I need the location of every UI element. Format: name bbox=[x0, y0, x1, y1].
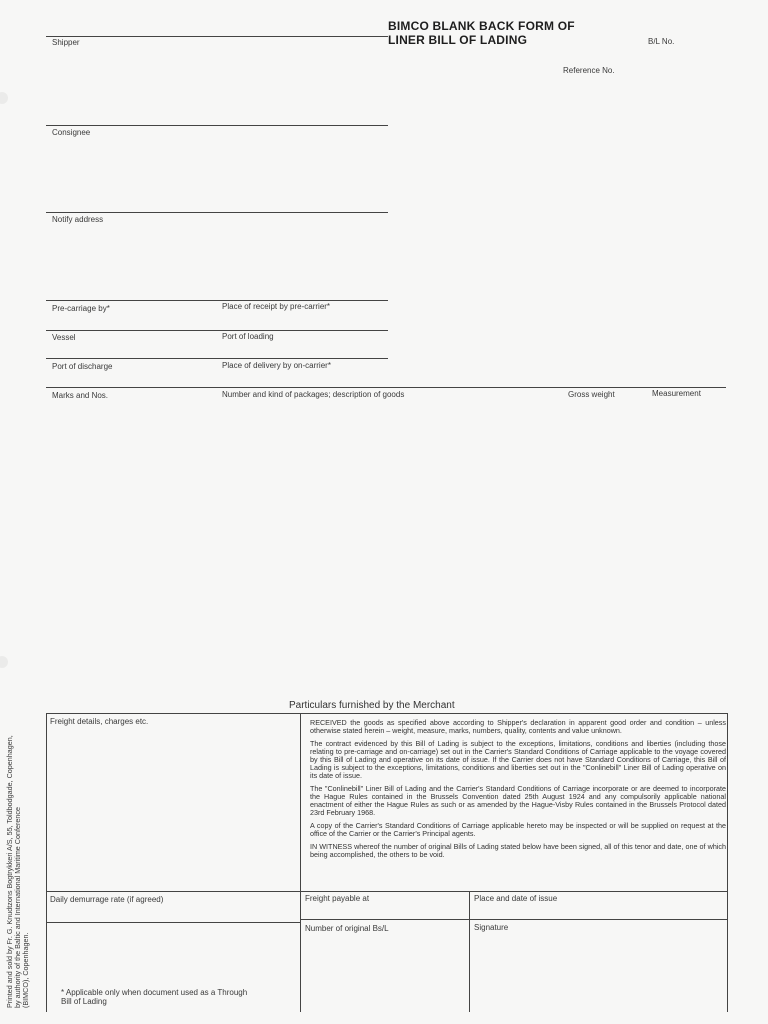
cargo-description-area[interactable] bbox=[46, 402, 726, 692]
signature-label: Signature bbox=[474, 923, 509, 932]
bottom-box-left bbox=[46, 713, 47, 1012]
place-date-issue-label: Place and date of issue bbox=[474, 894, 558, 903]
routing-rule-3 bbox=[46, 358, 388, 359]
imprint-line1: Printed and sold by Fr. G. Knudtzons Bogtrykkeri A/S, 55, Toldbodgade, Copenhagen, bbox=[5, 735, 14, 1008]
port-of-discharge-label: Port of discharge bbox=[52, 362, 113, 371]
issue-divider bbox=[469, 891, 470, 1012]
signature-field[interactable] bbox=[471, 934, 725, 1010]
demurrage-rule bbox=[46, 891, 727, 892]
footnote-rule bbox=[46, 922, 300, 923]
form-title-line1: BIMCO BLANK BACK FORM OF bbox=[388, 19, 575, 33]
freight-payable-label: Freight payable at bbox=[305, 894, 370, 903]
terms-received: RECEIVED the goods as specified above according to Shipper's declaration in apparent good order and condition – unless otherwise stated herein – weight, measure, marks, numbers, quality, contents and value unknown. bbox=[310, 718, 726, 735]
consignee-label: Consignee bbox=[52, 128, 91, 137]
terms-contract: The contract evidenced by this Bill of Lading is subject to the exceptions, limitations, conditions and liberties (including those relating to pre-carriage and on-carriage) set out in the Carrier's Standard Conditions of Carriage applicable to the voyage covered by this Bill of Lading and operative on its date of issue. If the Carrier does not have Standard Conditions of Carriage, this Bill of Lading is subject to the exceptions, limitations, conditions and liberties set out in the "Conlinebill" Liner Bill of Lading operative on its date of issue. bbox=[310, 739, 726, 780]
freight-details-label: Freight details, charges etc. bbox=[50, 717, 149, 726]
number-originals-label: Number of original Bs/L bbox=[305, 924, 389, 933]
reference-no-label: Reference No. bbox=[563, 66, 615, 75]
printer-imprint bbox=[5, 735, 30, 1008]
form-title-line2: LINER BILL OF LADING bbox=[388, 33, 528, 47]
terms-block bbox=[310, 719, 726, 864]
footnote-line1: * Applicable only when document used as a Through bbox=[61, 988, 248, 997]
punch-hole bbox=[0, 656, 8, 668]
notify-address-label: Notify address bbox=[52, 215, 104, 224]
originals-rule bbox=[300, 919, 727, 920]
gross-weight-label: Gross weight bbox=[568, 390, 615, 399]
terms-copy: A copy of the Carrier's Standard Conditions of Carriage applicable hereto may be inspected or will be supplied on request at the office of the Carrier or the Carrier's Principal agents. bbox=[310, 821, 726, 838]
imprint-line3: (BIMCO), Copenhagen. bbox=[21, 932, 30, 1008]
vessel-label: Vessel bbox=[52, 333, 76, 342]
bl-no-label: B/L No. bbox=[648, 37, 675, 46]
consignee-top-rule bbox=[46, 125, 388, 126]
shipper-top-rule bbox=[46, 36, 388, 37]
measurement-label: Measurement bbox=[652, 389, 701, 398]
bottom-box-top bbox=[46, 713, 727, 714]
place-of-delivery-label: Place of delivery by on-carrier* bbox=[222, 361, 331, 370]
packages-description-label: Number and kind of packages; description of goods bbox=[222, 390, 405, 399]
punch-hole bbox=[0, 92, 8, 104]
marks-and-nos-label: Marks and Nos. bbox=[52, 391, 109, 400]
freight-terms-divider bbox=[300, 713, 301, 1012]
port-of-loading-label: Port of loading bbox=[222, 332, 274, 341]
notify-address-field[interactable] bbox=[46, 225, 388, 298]
routing-rule-1 bbox=[46, 300, 388, 301]
pre-carriage-label: Pre-carriage by* bbox=[52, 304, 110, 313]
cargo-top-rule bbox=[46, 387, 726, 388]
notify-top-rule bbox=[46, 212, 388, 213]
shipper-field[interactable] bbox=[46, 48, 388, 123]
place-of-receipt-label: Place of receipt by pre-carrier* bbox=[222, 302, 331, 311]
consignee-field[interactable] bbox=[46, 138, 388, 210]
routing-rule-2 bbox=[46, 330, 388, 331]
bottom-box-right bbox=[727, 713, 728, 1012]
merchant-heading: Particulars furnished by the Merchant bbox=[289, 700, 455, 711]
demurrage-label: Daily demurrage rate (if agreed) bbox=[50, 895, 164, 904]
terms-conlinebill: The "Conlinebill" Liner Bill of Lading and the Carrier's Standard Conditions of Carriage incorporate or are deemed to incorporate the Hague Rules contained in the Brussels Convention dated 25th August 1924 and any compulsorily applicable national enactment of either the Hague Rules as such or as amended by the Hague-Visby Rules contained in the Brussels Protocol dated 23rd February 1968. bbox=[310, 784, 726, 817]
shipper-label: Shipper bbox=[52, 38, 80, 47]
terms-in-witness: IN WITNESS whereof the number of original Bills of Lading stated below have been signed, all of this tenor and date, one of which being accomplished, the others to be void. bbox=[310, 842, 726, 859]
imprint-line2: by authority of the Baltic and International Maritime Conference bbox=[13, 807, 22, 1008]
footnote-line2: Bill of Lading bbox=[61, 997, 107, 1006]
freight-details-field[interactable] bbox=[48, 728, 298, 888]
